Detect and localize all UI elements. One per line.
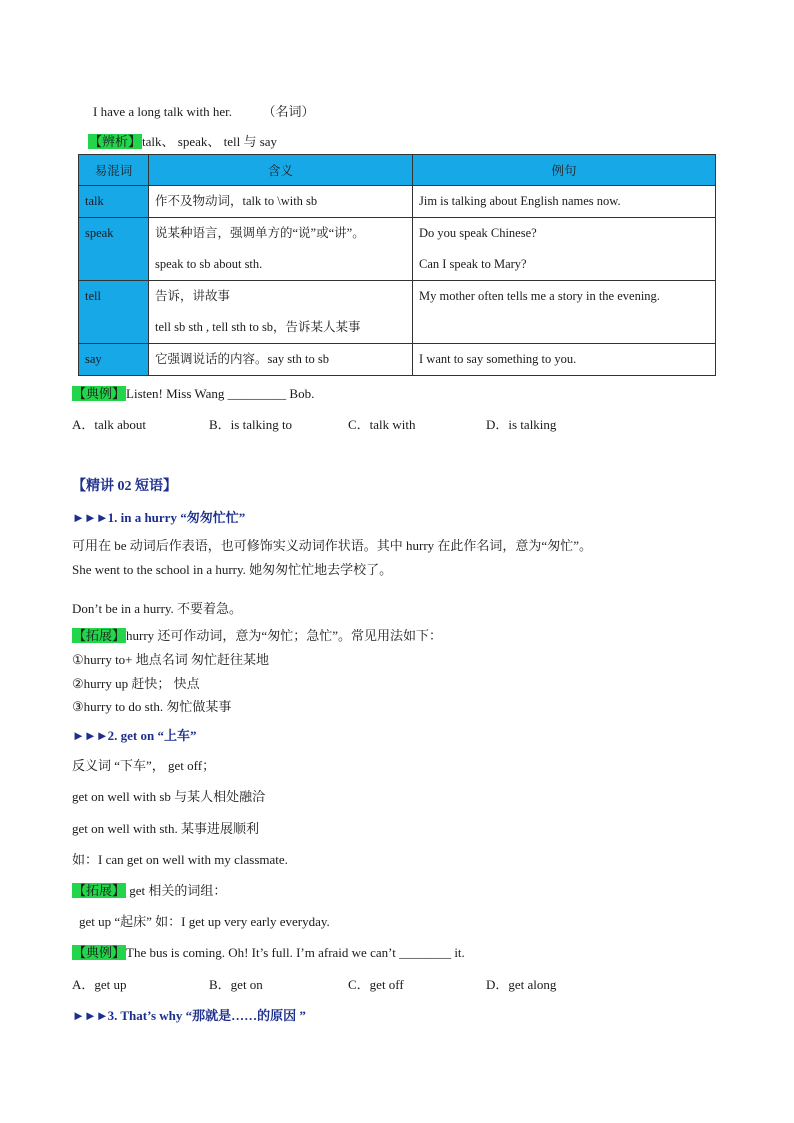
table-header-row — [79, 155, 716, 186]
word-text: tell — [85, 289, 101, 303]
arrow-icon: ►►► — [72, 1008, 108, 1023]
bianxi-words: talk、 speak、 tell 与 say — [142, 134, 278, 149]
point2-title-text: 2. get on “上车” — [107, 728, 197, 743]
usage-item: ②hurry up 赶快； 快点 — [72, 676, 200, 691]
row-meaning — [149, 218, 413, 281]
option-a[interactable]: A．talk about — [72, 417, 147, 432]
usage-item: ③hurry to do sth. 匆忙做某事 — [72, 699, 232, 714]
meaning-text: speak to sb about sth. — [155, 257, 263, 271]
example1-question — [72, 383, 314, 402]
example-text: My mother often tells me a story in the evening. — [419, 289, 660, 303]
point1-line: Don’t be in a hurry. 不要着急。 — [72, 601, 243, 616]
table-row — [79, 218, 716, 281]
example2-question — [72, 942, 465, 961]
row-example — [413, 186, 716, 218]
tuozhan2-tag: 【拓展】 — [73, 883, 126, 898]
meaning-text: tell sb sth , tell sth to sb，告诉某人某事 — [155, 320, 361, 334]
usage-item: ①hurry to+ 地点名词 匆忙赶往某地 — [72, 652, 270, 667]
comparison-table — [78, 154, 716, 376]
row-meaning — [149, 281, 413, 344]
bianxi-tag: 【辨析】 — [89, 134, 142, 149]
table-row — [79, 281, 716, 344]
meaning-text: 告诉，讲故事 — [155, 289, 231, 303]
option-c[interactable]: C．talk with — [348, 417, 416, 432]
row-word — [79, 281, 149, 344]
bianxi-line — [88, 131, 277, 150]
point3-title-text: 3. That’s why “那就是……的原因 ” — [107, 1008, 306, 1023]
example-text: Do you speak Chinese? — [419, 226, 537, 240]
example-text: I want to say something to you. — [419, 352, 577, 366]
option-b[interactable]: B．get on — [209, 977, 263, 992]
example2-tag: 【典例】 — [73, 945, 126, 960]
tuozhan1-tag: 【拓展】 — [73, 628, 126, 643]
row-word — [79, 218, 149, 281]
example-text: Can I speak to Mary? — [419, 257, 527, 271]
example1-tag: 【典例】 — [73, 386, 126, 401]
point1-line: 可用在 be 动词后作表语，也可修饰实义动词作状语。其中 hurry 在此作名词，意为“匆忙”。 — [72, 538, 592, 553]
row-word — [79, 344, 149, 376]
point1-title — [72, 507, 245, 526]
meaning-text: 作不及物动词，talk to \with sb — [155, 194, 318, 208]
option-a[interactable]: A．get up — [72, 977, 127, 992]
word-text: speak — [85, 226, 114, 240]
point2-extra: get up “起床” 如：I get up very early everyday. — [79, 914, 330, 929]
header-word: 易混词 — [79, 155, 149, 186]
example1-text: Listen! Miss Wang _________ Bob. — [126, 386, 315, 401]
example-note: （名词） — [262, 104, 315, 119]
arrow-icon: ►►► — [72, 728, 108, 743]
option-d[interactable]: D．get along — [486, 977, 557, 992]
meaning-text: 它强调说话的内容。say sth to sb — [155, 352, 329, 366]
arrow-icon: ►►► — [72, 510, 108, 525]
row-meaning — [149, 344, 413, 376]
row-word — [79, 186, 149, 218]
point3-title — [72, 1005, 306, 1024]
option-c[interactable]: C．get off — [348, 977, 404, 992]
row-meaning — [149, 186, 413, 218]
point2-line: 反义词 “下车”， get off； — [72, 758, 216, 773]
word-text: say — [85, 352, 102, 366]
row-example — [413, 281, 716, 344]
example-sentence: I have a long talk with her. — [93, 104, 232, 119]
point2-line: get on well with sb 与某人相处融洽 — [72, 789, 266, 804]
intro-line — [93, 101, 315, 120]
point1-title-text: 1. in a hurry “匆匆忙忙” — [107, 510, 246, 525]
tuozhan1-text: hurry 还可作动词，意为“匆忙；急忙”。常见用法如下： — [126, 628, 442, 643]
word-text: talk — [85, 194, 104, 208]
section-heading: 【精讲 02 短语】 — [72, 479, 177, 494]
header-example: 例句 — [413, 155, 716, 186]
example-text: Jim is talking about English names now. — [419, 194, 621, 208]
option-d[interactable]: D．is talking — [486, 417, 557, 432]
tuozhan2-text: get 相关的词组： — [126, 883, 227, 898]
point2-title — [72, 725, 196, 744]
row-example — [413, 218, 716, 281]
example2-text: The bus is coming. Oh! It’s full. I’m afraid we can’t ________ it. — [126, 945, 465, 960]
row-example — [413, 344, 716, 376]
point2-line: 如：I can get on well with my classmate. — [72, 852, 288, 867]
tuozhan1-line — [72, 625, 442, 644]
table-row — [79, 186, 716, 218]
tuozhan2-line — [72, 880, 226, 899]
table-row — [79, 344, 716, 376]
meaning-text: 说某种语言，强调单方的“说”或“讲”。 — [155, 226, 365, 240]
point1-line: She went to the school in a hurry. 她匆匆忙忙地去学校了。 — [72, 562, 393, 577]
header-meaning: 含义 — [149, 155, 413, 186]
point2-line: get on well with sth. 某事进展顺利 — [72, 821, 260, 836]
option-b[interactable]: B．is talking to — [209, 417, 293, 432]
